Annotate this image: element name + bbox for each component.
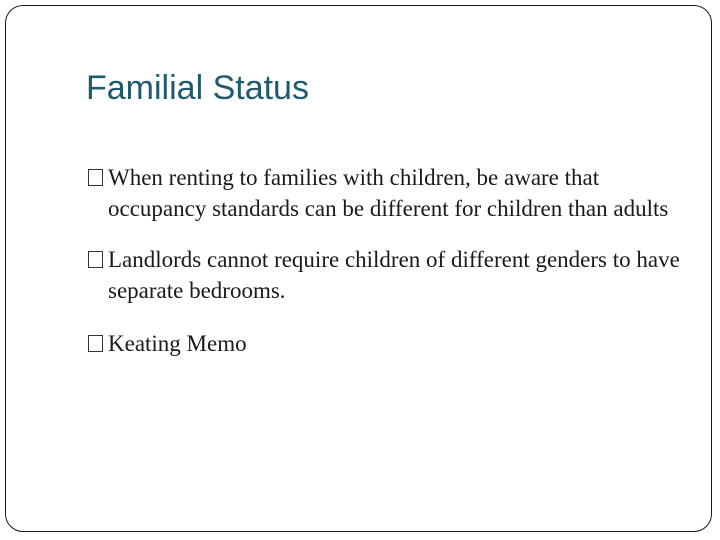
bullet-list (88, 162, 688, 359)
bullet-item (88, 162, 688, 224)
bullet-square-icon (88, 251, 103, 268)
bullet-item (88, 244, 688, 306)
bullet-square-icon (88, 335, 103, 352)
bullet-text: Keating Memo (108, 331, 247, 356)
bullet-text: Landlords cannot require children of different genders to have separate bedrooms. (108, 247, 680, 303)
slide-title: Familial Status (86, 69, 309, 107)
bullet-square-icon (88, 169, 103, 186)
bullet-text: When renting to families with children, be aware that occupancy standards can be different for children than adults (108, 165, 669, 221)
slide-frame (5, 5, 712, 532)
bullet-item (88, 328, 688, 359)
